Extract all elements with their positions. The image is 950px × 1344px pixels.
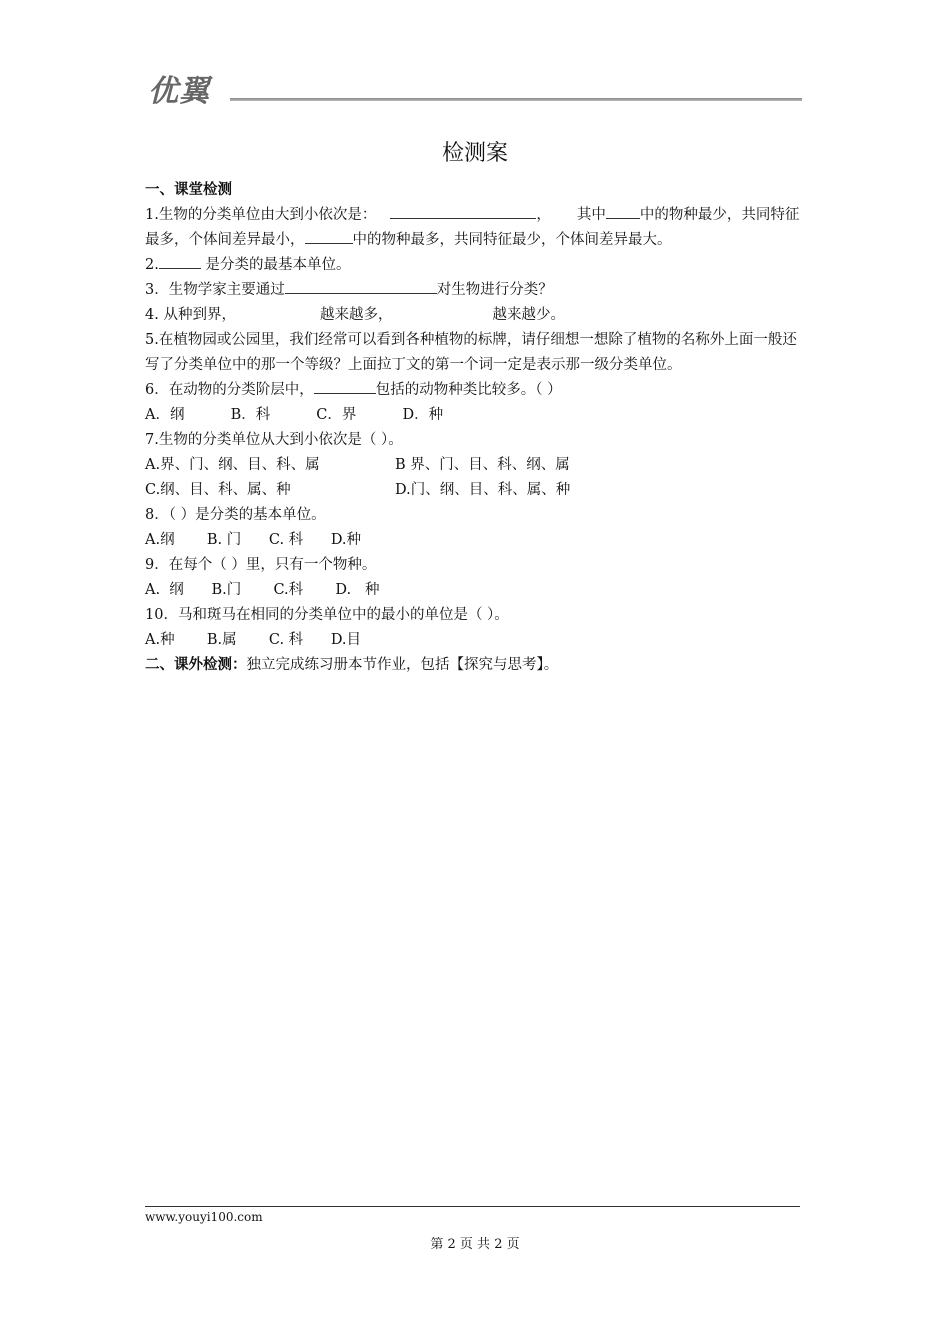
q2-text: 是分类的最基本单位。 bbox=[200, 257, 351, 273]
footer-rule bbox=[145, 1206, 800, 1207]
q4-text-1: 4. 从种到界， bbox=[145, 307, 236, 323]
q4-text-2: 越来越多， bbox=[319, 307, 393, 323]
q10-options: A.种 B.属 C. 科 D.目 bbox=[145, 632, 362, 648]
q7-options-row-1 bbox=[145, 453, 810, 478]
q9-options: A. 纲 B.门 C.科 D. 种 bbox=[145, 582, 380, 598]
q1-blank-1 bbox=[390, 203, 536, 219]
q7-option-d: D.门、纲、目、科、属、种 bbox=[395, 482, 571, 498]
q1-blank-3 bbox=[305, 228, 353, 244]
q1-blank-2 bbox=[606, 203, 640, 219]
section-heading-1: 一、课堂检测 bbox=[145, 182, 232, 198]
section-2-text: 独立完成练习册本节作业，包括【探究与思考】。 bbox=[246, 657, 559, 673]
q7-option-a: A.界、门、纲、目、科、属 bbox=[145, 457, 320, 473]
q3-blank bbox=[285, 278, 437, 294]
q6-blank bbox=[314, 378, 376, 394]
question-5: 5.在植物园或公园里，我们经常可以看到各种植物的标牌，请仔细想一想除了植物的名称外上面一般还写了分类单位中的那一个等级？上面拉丁文的第一个词一定是表示那一级分类单位。 bbox=[145, 332, 797, 373]
section-heading-2: 二、课外检测： bbox=[145, 657, 247, 673]
question-8: 8．（ ）是分类的基本单位。 bbox=[145, 507, 326, 523]
q7-option-b: B 界、门、目、科、纲、属 bbox=[395, 457, 570, 473]
q2-prefix: 2. bbox=[145, 257, 159, 273]
header-rule bbox=[230, 98, 802, 101]
q1-text-4: 中的物种最少，共同特征最多，个体间差异最小， bbox=[145, 207, 800, 248]
question-4 bbox=[145, 303, 810, 328]
question-10: 10．马和斑马在相同的分类单位中的最小的单位是（ ）。 bbox=[145, 607, 509, 623]
q1-text-1: 1.生物的分类单位由大到小依次是： bbox=[145, 207, 377, 223]
q6-options: A．纲 B．科 C．界 D．种 bbox=[145, 407, 444, 423]
logo: 优翼 bbox=[148, 74, 210, 109]
q7-options-row-2 bbox=[145, 478, 810, 503]
q1-text-3: 其中 bbox=[576, 207, 606, 223]
section-2 bbox=[145, 653, 810, 678]
q1-text-5: 中的物种最多，共同特征最少，个体间差异最大。 bbox=[352, 232, 672, 248]
q3-prefix: 3．生物学家主要通过 bbox=[145, 282, 285, 298]
q7-option-c: C.纲、目、科、属、种 bbox=[145, 482, 291, 498]
page-number: 第 2 页 共 2 页 bbox=[430, 1237, 520, 1252]
question-1 bbox=[145, 203, 810, 253]
q6-prefix: 6．在动物的分类阶层中， bbox=[145, 382, 314, 398]
q8-options: A.纲 B. 门 C. 科 D.种 bbox=[145, 532, 362, 548]
q3-text: 对生物进行分类？ bbox=[436, 282, 553, 298]
document-body bbox=[145, 178, 810, 678]
q2-blank bbox=[159, 253, 201, 269]
q1-text-2: ， bbox=[536, 207, 551, 223]
page-title: 检测案 bbox=[441, 141, 508, 166]
question-3 bbox=[145, 278, 810, 303]
q4-text-3: 越来越少。 bbox=[492, 307, 565, 323]
question-2 bbox=[145, 253, 810, 278]
question-7: 7.生物的分类单位从大到小依次是（ ）。 bbox=[145, 432, 403, 448]
question-6 bbox=[145, 378, 810, 403]
question-9: 9．在每个（ ）里，只有一个物种。 bbox=[145, 557, 377, 573]
q6-text: 包括的动物种类比较多。（ ） bbox=[375, 382, 562, 398]
footer-url: www.youyi100.com bbox=[145, 1210, 263, 1224]
